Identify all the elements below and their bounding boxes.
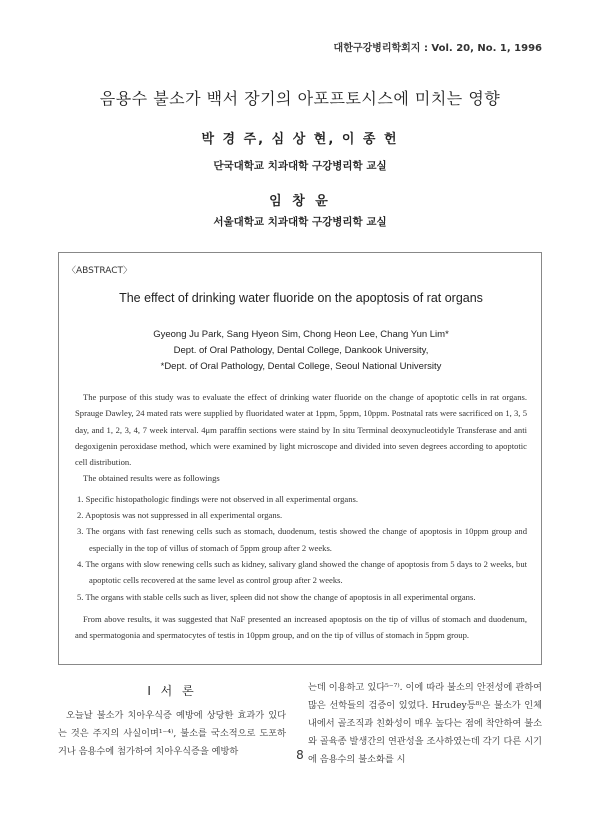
abstract-affiliation-1: Dept. of Oral Pathology, Dental College, Dankook University,: [173, 345, 429, 356]
affiliation-korean-1: 단국대학교 치과대학 구강병리학 교실: [213, 160, 387, 172]
result-item: 3. The organs with fast renewing cells such as stomach, duodenum, testis showed the change of apoptosis in 10ppm group and especially in the top of villus of stomach of 5ppm group after 2 weeks.: [77, 526, 527, 553]
author-korean-2: 임 창 윤: [269, 194, 331, 209]
abstract-body: [75, 389, 527, 643]
abstract-authors: Gyeong Ju Park, Sang Hyeon Sim, Chong Heon Lee, Chang Yun Lim*: [153, 329, 449, 340]
page-number: 8: [296, 748, 304, 762]
authors-korean: 박 경 주, 심 상 현, 이 종 헌: [201, 132, 399, 147]
abstract-paragraph: The purpose of this study was to evaluate the effect of drinking water fluoride on the change of apoptotic cells in rat organs. Sprauge Dawley, 24 mated rats were supplied by fluoridated water at 1ppm, 5ppm, 10ppm. Postnatal rats were sacrificed on 1, 3, 5 day, and 1, 2, 3, 4, 7 week interval. 4μm paraffin sections were staind by In situ Terminal deoxynucleotidyle Transferase and anti degoxigenin peroxidase method, which were examined by light microscope and divided into seven degrees according to apoptotic cell distribution.: [75, 392, 527, 468]
result-item: 5. The organs with stable cells such as liver, spleen did not show the change of apoptosis in all experimental organs.: [77, 591, 476, 602]
body-paragraph: 는데 이용하고 있다⁵⁻⁷⁾. 이에 따라 불소의 안전성에 관하여 많은 선학들의 검증이 있었다. Hrudey등⁸⁾은 불소가 인체내에서 골조직과 친화성이 매우 높다는 점에 착안하여 불소와 골육종 발생간의 연관성을 조사하였는데 각기 다른 시기에 음용수의 불소화를 시: [308, 682, 542, 765]
abstract-results-intro: The obtained results were as followings: [83, 473, 220, 484]
abstract-box: [58, 252, 542, 665]
abstract-conclusion: From above results, it was suggested that NaF presented an increased apoptosis on the tip of villus of stomach and duodenum, and spermatogonia and spermatocytes of testis in 10ppm group, and on the tip of villus of stomach in 5ppm group.: [75, 613, 527, 641]
result-item: 4. The organs with slow renewing cells such as kidney, salivary gland showed the change of apoptosis from 5 days to 2 weeks, but apoptotic cells recovered at the same level as control group after 2 weeks.: [77, 558, 527, 586]
section-heading-introduction: Ⅰ 서 론: [147, 684, 197, 698]
result-item: 1. Specific histopathologic findings were not observed in all experimental organs.: [77, 493, 358, 504]
abstract-label: 〈ABSTRACT〉: [67, 266, 133, 276]
affiliation-korean-2: 서울대학교 치과대학 구강병리학 교실: [213, 216, 387, 228]
body-paragraph: 오늘날 불소가 치아우식증 예방에 상당한 효과가 있다는 것은 주지의 사실이며¹⁻⁴⁾, 불소를 국소적으로 도포하거나 음용수에 첨가하여 치아우식증을 예방하: [58, 710, 286, 757]
paper-title-korean: 음용수 불소가 백서 장기의 아포프토시스에 미치는 영향: [99, 89, 501, 108]
abstract-title: The effect of drinking water fluoride on the apoptosis of rat organs: [119, 291, 483, 305]
results-list: [75, 491, 527, 605]
result-item: 2. Apoptosis was not suppressed in all experimental organs.: [77, 510, 283, 521]
abstract-affiliation-2: *Dept. of Oral Pathology, Dental College, Seoul National University: [160, 361, 442, 372]
journal-header: 대한구강병리학회지 : Vol. 20, No. 1, 1996: [333, 43, 542, 54]
